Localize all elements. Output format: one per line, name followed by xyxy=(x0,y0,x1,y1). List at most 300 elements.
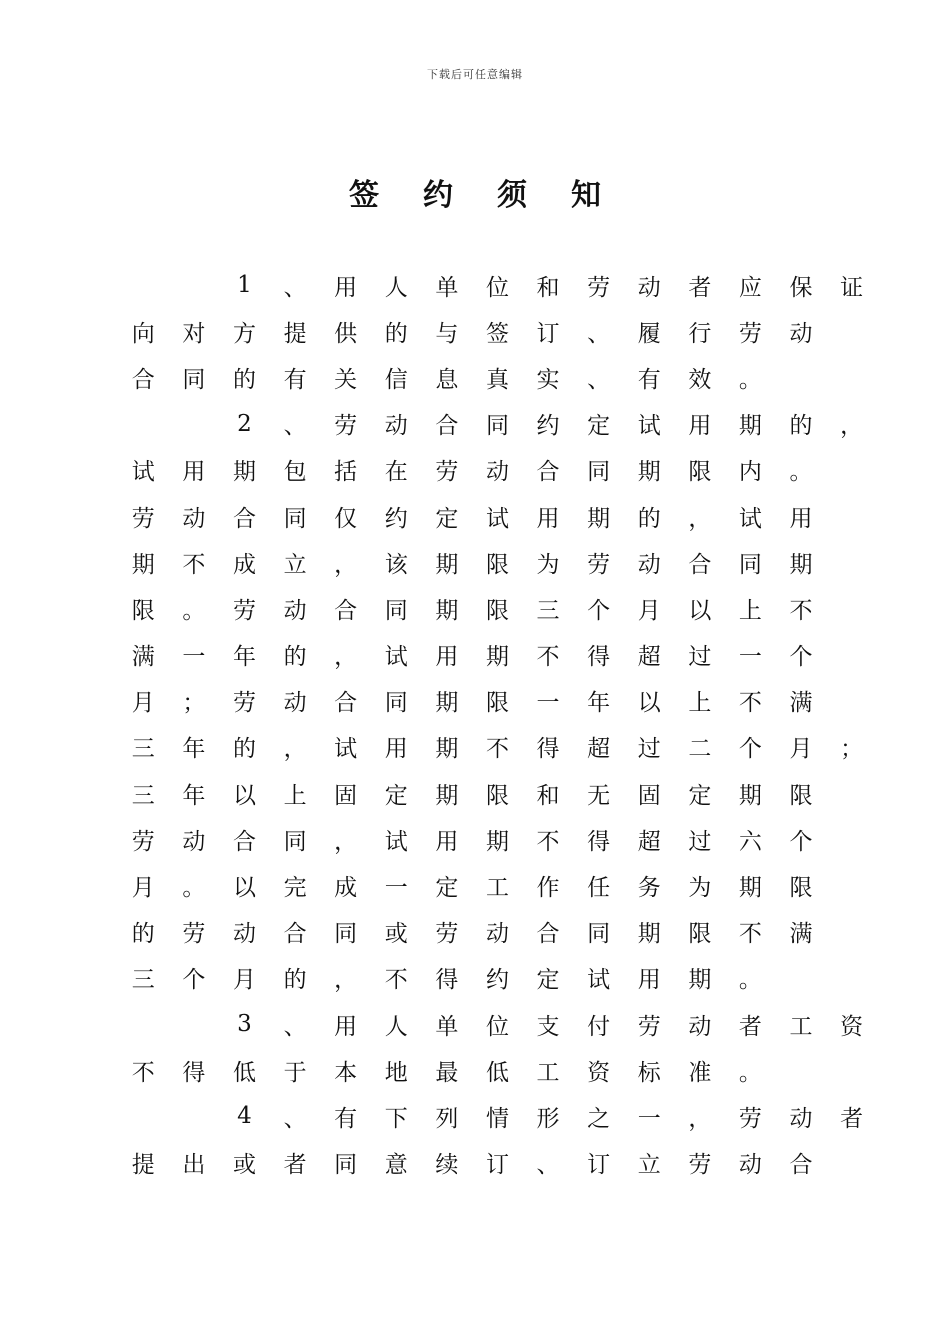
text-char xyxy=(118,411,169,437)
text-char: ， xyxy=(283,736,307,763)
text-char: 下 xyxy=(384,1105,408,1132)
text-char: 。 xyxy=(789,459,813,486)
text-char: 试 xyxy=(738,505,762,532)
text-char: 的 xyxy=(384,320,408,347)
text-char: 定 xyxy=(435,505,459,532)
text-char: 人 xyxy=(384,274,408,301)
text-char: 的 xyxy=(283,644,307,671)
text-char: 月 xyxy=(789,736,813,763)
text-char: ， xyxy=(334,644,358,671)
text-char: 动 xyxy=(384,413,408,440)
text-char xyxy=(118,1011,169,1037)
text-char: 月 xyxy=(637,597,661,624)
text-char: 动 xyxy=(283,690,307,717)
text-char: 效 xyxy=(688,366,712,393)
text-char: 同 xyxy=(485,413,509,440)
text-char: 动 xyxy=(182,505,206,532)
text-char xyxy=(118,272,169,298)
text-char: 以 xyxy=(688,597,712,624)
text-char: 动 xyxy=(637,274,661,301)
text-char: 用 xyxy=(688,413,712,440)
text-char: 者 xyxy=(840,1105,864,1132)
text-char: 准 xyxy=(688,1059,712,1086)
document-body xyxy=(118,262,864,1186)
text-char: 固 xyxy=(637,782,661,809)
text-char: 月 xyxy=(232,967,256,994)
text-char: 低 xyxy=(485,1059,509,1086)
text-char: 年 xyxy=(232,644,256,671)
text-char: 限 xyxy=(688,459,712,486)
text-char: 4 xyxy=(237,1103,252,1130)
text-char: 续 xyxy=(435,1152,459,1179)
text-char: 动 xyxy=(637,551,661,578)
text-char: 期 xyxy=(485,644,509,671)
text-char: 用 xyxy=(384,736,408,763)
text-line xyxy=(118,1140,830,1186)
text-char: 得 xyxy=(587,644,611,671)
text-line xyxy=(118,678,830,724)
text-char: 试 xyxy=(384,644,408,671)
text-char: 以 xyxy=(637,690,661,717)
text-char: 同 xyxy=(384,690,408,717)
text-char: 位 xyxy=(485,1013,509,1040)
text-line xyxy=(118,401,864,447)
text-char: 得 xyxy=(587,828,611,855)
text-char: 位 xyxy=(485,274,509,301)
text-char: 年 xyxy=(182,782,206,809)
text-char: 最 xyxy=(435,1059,459,1086)
text-line xyxy=(118,862,830,908)
text-char: 实 xyxy=(536,366,560,393)
text-char: 签 xyxy=(485,320,509,347)
text-char: 。 xyxy=(738,1059,762,1086)
text-char: 同 xyxy=(283,505,307,532)
text-char: 限 xyxy=(789,782,813,809)
text-char: 对 xyxy=(182,320,206,347)
text-char: 合 xyxy=(283,921,307,948)
text-char: 合 xyxy=(232,505,256,532)
text-char: 单 xyxy=(435,274,459,301)
text-char: 得 xyxy=(435,967,459,994)
text-char: ， xyxy=(840,413,864,440)
text-line xyxy=(118,262,864,308)
text-char: 为 xyxy=(536,551,560,578)
text-char: 者 xyxy=(283,1152,307,1179)
text-line xyxy=(118,770,830,816)
text-char: 提 xyxy=(283,320,307,347)
text-char: 或 xyxy=(384,921,408,948)
text-char: 动 xyxy=(738,1152,762,1179)
text-char: 和 xyxy=(536,782,560,809)
text-char: 月 xyxy=(131,875,155,902)
text-char: 三 xyxy=(131,782,155,809)
text-char: 合 xyxy=(131,366,155,393)
text-char: 用 xyxy=(536,505,560,532)
text-char: ， xyxy=(688,505,712,532)
text-char: 资 xyxy=(840,1013,864,1040)
text-char: 为 xyxy=(688,875,712,902)
text-char: ； xyxy=(840,736,864,763)
text-char: 与 xyxy=(435,320,459,347)
text-char: 同 xyxy=(587,921,611,948)
text-char: 期 xyxy=(131,551,155,578)
text-char: ， xyxy=(334,551,358,578)
text-char: 限 xyxy=(131,597,155,624)
text-line xyxy=(118,955,830,1001)
text-char: 、 xyxy=(536,1152,560,1179)
text-char: 用 xyxy=(637,967,661,994)
text-char: 二 xyxy=(688,736,712,763)
text-char: 证 xyxy=(840,274,864,301)
text-char: 或 xyxy=(232,1152,256,1179)
text-char: 向 xyxy=(131,320,155,347)
text-char: 合 xyxy=(536,921,560,948)
text-char: 动 xyxy=(232,921,256,948)
text-char: 期 xyxy=(435,551,459,578)
text-char: 约 xyxy=(536,413,560,440)
text-char: 真 xyxy=(485,366,509,393)
text-char: 合 xyxy=(435,413,459,440)
text-char: 劳 xyxy=(334,413,358,440)
text-char: 一 xyxy=(182,644,206,671)
text-char: 出 xyxy=(182,1152,206,1179)
text-char: 有 xyxy=(637,366,661,393)
text-char: 以 xyxy=(232,782,256,809)
text-char: 用 xyxy=(334,274,358,301)
text-char: 意 xyxy=(384,1152,408,1179)
text-char: 行 xyxy=(688,320,712,347)
text-char: 期 xyxy=(789,551,813,578)
text-char: 上 xyxy=(738,597,762,624)
text-char: 超 xyxy=(637,828,661,855)
text-char: 人 xyxy=(384,1013,408,1040)
text-char: 、 xyxy=(587,366,611,393)
text-char: ； xyxy=(182,690,206,717)
text-char: 期 xyxy=(637,459,661,486)
text-char: 内 xyxy=(738,459,762,486)
text-char: 方 xyxy=(232,320,256,347)
text-char: 期 xyxy=(738,782,762,809)
text-char: 三 xyxy=(536,597,560,624)
text-char: 的 xyxy=(232,366,256,393)
text-line xyxy=(118,816,830,862)
text-char: 履 xyxy=(637,320,661,347)
text-char: 的 xyxy=(131,921,155,948)
text-char: 。 xyxy=(182,597,206,624)
text-char: 的 xyxy=(637,505,661,532)
text-char: 不 xyxy=(485,736,509,763)
text-char: 情 xyxy=(485,1105,509,1132)
text-char: 劳 xyxy=(435,459,459,486)
text-line xyxy=(118,308,830,354)
text-char: 月 xyxy=(131,690,155,717)
text-char: 三 xyxy=(131,736,155,763)
text-char: 一 xyxy=(637,1105,661,1132)
text-line xyxy=(118,632,830,678)
text-char: 期 xyxy=(637,921,661,948)
text-char: 上 xyxy=(688,690,712,717)
text-char: 仅 xyxy=(334,505,358,532)
text-char: 同 xyxy=(182,366,206,393)
text-char: 有 xyxy=(283,366,307,393)
text-char: 本 xyxy=(334,1059,358,1086)
text-char: 订 xyxy=(587,1152,611,1179)
text-char: 期 xyxy=(587,505,611,532)
text-char: 同 xyxy=(587,459,611,486)
text-char: 动 xyxy=(789,1105,813,1132)
text-char: 该 xyxy=(384,551,408,578)
text-line xyxy=(118,447,830,493)
text-char: 动 xyxy=(485,921,509,948)
text-char: 信 xyxy=(384,366,408,393)
text-char: 用 xyxy=(334,1013,358,1040)
text-char: 过 xyxy=(688,644,712,671)
text-char: 定 xyxy=(587,413,611,440)
text-char: 期 xyxy=(435,690,459,717)
text-char: 用 xyxy=(182,459,206,486)
text-char: 。 xyxy=(182,875,206,902)
text-char: 关 xyxy=(334,366,358,393)
text-char: 工 xyxy=(536,1059,560,1086)
text-char: 个 xyxy=(789,828,813,855)
text-char xyxy=(169,411,220,437)
text-char: 之 xyxy=(587,1105,611,1132)
text-char: 满 xyxy=(131,644,155,671)
text-char: 的 xyxy=(283,967,307,994)
text-char: 立 xyxy=(637,1152,661,1179)
text-char: 动 xyxy=(283,597,307,624)
text-char: 、 xyxy=(283,1105,307,1132)
text-char: 试 xyxy=(485,505,509,532)
text-char: 合 xyxy=(688,551,712,578)
text-char: 支 xyxy=(536,1013,560,1040)
text-char: 息 xyxy=(435,366,459,393)
text-char: 的 xyxy=(232,736,256,763)
text-char: 、 xyxy=(283,413,307,440)
text-char: 完 xyxy=(283,875,307,902)
text-char: 和 xyxy=(536,274,560,301)
text-char: 提 xyxy=(131,1152,155,1179)
text-char: 保 xyxy=(789,274,813,301)
text-char: 的 xyxy=(789,413,813,440)
text-char: 应 xyxy=(738,274,762,301)
text-char: 期 xyxy=(435,782,459,809)
text-char: 劳 xyxy=(637,1013,661,1040)
text-char: 者 xyxy=(738,1013,762,1040)
text-char xyxy=(169,1103,220,1129)
text-char: 劳 xyxy=(587,274,611,301)
text-line xyxy=(118,585,830,631)
text-char: 约 xyxy=(485,967,509,994)
text-char: 试 xyxy=(637,413,661,440)
text-char: 、 xyxy=(283,1013,307,1040)
text-char: 得 xyxy=(182,1059,206,1086)
text-char: 动 xyxy=(789,320,813,347)
text-char: 限 xyxy=(789,875,813,902)
text-char: 限 xyxy=(485,782,509,809)
text-char: 超 xyxy=(637,644,661,671)
text-char: 标 xyxy=(637,1059,661,1086)
text-char: 劳 xyxy=(232,597,256,624)
text-char: 劳 xyxy=(131,828,155,855)
text-char: 立 xyxy=(283,551,307,578)
text-char: 期 xyxy=(435,597,459,624)
text-char: 动 xyxy=(688,1013,712,1040)
text-char: 试 xyxy=(587,967,611,994)
text-char: 上 xyxy=(283,782,307,809)
text-char: 劳 xyxy=(738,320,762,347)
text-char: 不 xyxy=(536,828,560,855)
text-char: 用 xyxy=(789,505,813,532)
text-char: 合 xyxy=(334,690,358,717)
text-char: ， xyxy=(688,1105,712,1132)
text-char: 用 xyxy=(435,828,459,855)
text-char: 一 xyxy=(384,875,408,902)
text-char: 不 xyxy=(789,597,813,624)
text-char: 1 xyxy=(237,272,252,299)
text-char: 有 xyxy=(334,1105,358,1132)
text-char: 动 xyxy=(182,828,206,855)
text-char: 3 xyxy=(237,1011,252,1038)
text-char: 形 xyxy=(536,1105,560,1132)
text-char: 一 xyxy=(536,690,560,717)
text-char xyxy=(169,272,220,298)
text-char: 低 xyxy=(232,1059,256,1086)
text-char: 劳 xyxy=(131,505,155,532)
text-char: 、 xyxy=(587,320,611,347)
text-char: 付 xyxy=(587,1013,611,1040)
text-char: 合 xyxy=(232,828,256,855)
text-char: 劳 xyxy=(688,1152,712,1179)
header-note: 下载后可任意编辑 xyxy=(427,68,523,81)
text-char: 满 xyxy=(789,690,813,717)
text-char: 限 xyxy=(485,597,509,624)
text-char: 定 xyxy=(536,967,560,994)
text-char: 包 xyxy=(283,459,307,486)
text-char: 不 xyxy=(738,921,762,948)
text-char: 合 xyxy=(789,1152,813,1179)
text-char: 个 xyxy=(182,967,206,994)
text-char: 劳 xyxy=(738,1105,762,1132)
text-line xyxy=(118,493,830,539)
text-char: 固 xyxy=(334,782,358,809)
text-char: 同 xyxy=(738,551,762,578)
text-char: 不 xyxy=(131,1059,155,1086)
text-line xyxy=(118,539,830,585)
text-char: 个 xyxy=(789,644,813,671)
text-char: 定 xyxy=(688,782,712,809)
text-char: 单 xyxy=(435,1013,459,1040)
text-char: 六 xyxy=(738,828,762,855)
text-char: 合 xyxy=(536,459,560,486)
text-char: 合 xyxy=(334,597,358,624)
text-char: 在 xyxy=(384,459,408,486)
text-char: 括 xyxy=(334,459,358,486)
text-char: 地 xyxy=(384,1059,408,1086)
text-line xyxy=(118,724,864,770)
text-char: 不 xyxy=(182,551,206,578)
text-char: 劳 xyxy=(435,921,459,948)
text-char: 工 xyxy=(485,875,509,902)
text-char: 作 xyxy=(536,875,560,902)
text-char: 以 xyxy=(232,875,256,902)
text-line xyxy=(118,1093,864,1139)
text-char: 年 xyxy=(182,736,206,763)
text-char: 成 xyxy=(232,551,256,578)
text-char: 成 xyxy=(334,875,358,902)
text-char: 个 xyxy=(587,597,611,624)
text-char: 任 xyxy=(587,875,611,902)
text-char: 得 xyxy=(536,736,560,763)
text-char: 务 xyxy=(637,875,661,902)
text-char: 满 xyxy=(789,921,813,948)
text-char: 期 xyxy=(738,413,762,440)
text-char: 期 xyxy=(485,828,509,855)
text-char: ， xyxy=(334,967,358,994)
text-char: 不 xyxy=(384,967,408,994)
text-char: 同 xyxy=(334,921,358,948)
text-char: 2 xyxy=(237,410,252,437)
text-line xyxy=(118,1001,864,1047)
text-char: 劳 xyxy=(182,921,206,948)
text-char: 劳 xyxy=(232,690,256,717)
text-char: 期 xyxy=(232,459,256,486)
text-char: 定 xyxy=(435,875,459,902)
text-char: 试 xyxy=(334,736,358,763)
text-char: 过 xyxy=(637,736,661,763)
text-char: 用 xyxy=(435,644,459,671)
text-line xyxy=(118,1047,830,1093)
text-char: 期 xyxy=(688,967,712,994)
text-char: 资 xyxy=(587,1059,611,1086)
text-char: 、 xyxy=(283,274,307,301)
text-char: 试 xyxy=(384,828,408,855)
text-char: 不 xyxy=(536,644,560,671)
text-char: 个 xyxy=(738,736,762,763)
text-char: 。 xyxy=(738,366,762,393)
text-char: 约 xyxy=(384,505,408,532)
text-char: 期 xyxy=(738,875,762,902)
text-char xyxy=(169,1011,220,1037)
text-char: 试 xyxy=(131,459,155,486)
text-char: 年 xyxy=(587,690,611,717)
text-char xyxy=(118,1103,169,1129)
text-char: 同 xyxy=(283,828,307,855)
document-title: 签约须知 xyxy=(349,178,645,213)
text-char: 订 xyxy=(536,320,560,347)
text-char: 劳 xyxy=(587,551,611,578)
text-char: 无 xyxy=(587,782,611,809)
text-char: 列 xyxy=(435,1105,459,1132)
text-char: 定 xyxy=(384,782,408,809)
text-char: 限 xyxy=(485,690,509,717)
text-char: 不 xyxy=(738,690,762,717)
text-char: 供 xyxy=(334,320,358,347)
text-char: 同 xyxy=(384,597,408,624)
text-char: ， xyxy=(334,828,358,855)
text-line xyxy=(118,354,830,400)
text-char: 三 xyxy=(131,967,155,994)
text-char: 限 xyxy=(688,921,712,948)
text-char: 过 xyxy=(688,828,712,855)
text-char: 。 xyxy=(738,967,762,994)
text-char: 者 xyxy=(688,274,712,301)
text-char: 订 xyxy=(485,1152,509,1179)
text-char: 期 xyxy=(435,736,459,763)
text-line xyxy=(118,909,830,955)
text-char: 动 xyxy=(485,459,509,486)
text-char: 限 xyxy=(485,551,509,578)
